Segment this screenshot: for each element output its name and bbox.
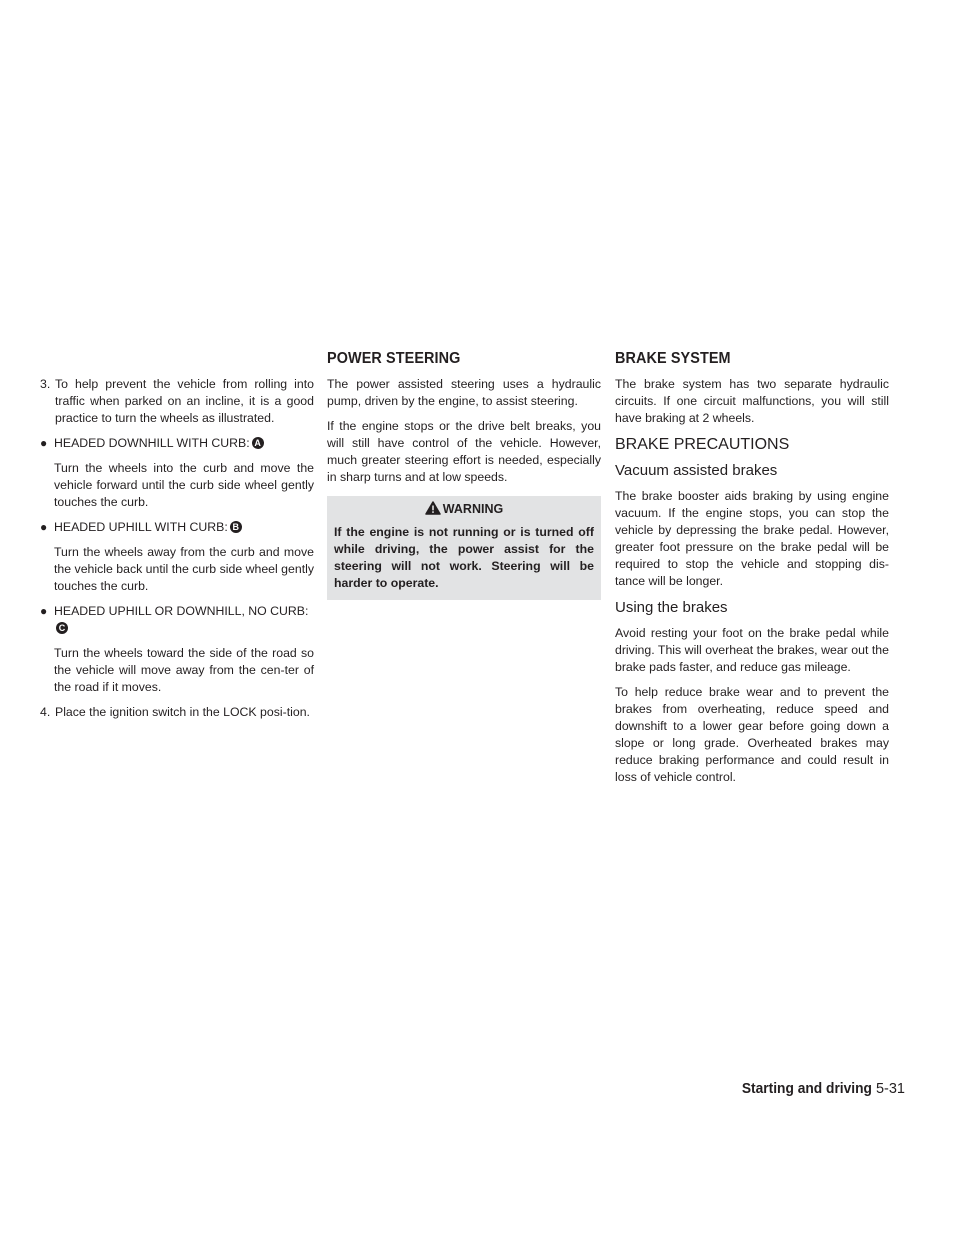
heading-brake-system: BRAKE SYSTEM xyxy=(615,350,731,367)
bullet-description: Turn the wheels into the curb and move the vehicle forward until the curb side wheel gently touches the curb. xyxy=(54,461,314,509)
page-number: 5-31 xyxy=(875,1081,905,1097)
list-item-4 xyxy=(40,704,314,721)
column-power-steering xyxy=(327,376,601,600)
bullet-uphill-curb xyxy=(40,519,314,536)
column-brake-system xyxy=(615,376,889,794)
circle-b-icon: B xyxy=(230,521,242,533)
list-text: Place the ignition switch in the LOCK posi-tion. xyxy=(55,705,310,719)
brake-intro: The brake system has two separate hydraulic circuits. If one circuit malfunctions, you will still have braking at 2 wheels. xyxy=(615,377,889,425)
bullet-no-curb xyxy=(40,603,314,637)
page-footer xyxy=(735,1080,905,1098)
vacuum-brakes-text: The brake booster aids braking by using engine vacuum. If the engine stops, you can stop the vehicle by depressing the brake pedal. However, greater foot pressure on the brake pedal will be required to stop the vehicle and stopping dis-tance will be longer. xyxy=(615,489,889,588)
warning-box xyxy=(327,496,601,600)
bullet-label: HEADED UPHILL WITH CURB: xyxy=(54,520,228,534)
list-item-3 xyxy=(40,376,314,427)
brake-precautions-title: BRAKE PRECAUTIONS xyxy=(615,436,790,453)
circle-a-icon: A xyxy=(252,437,264,449)
list-number: 3. xyxy=(40,377,51,391)
bullet-description: Turn the wheels away from the curb and move the vehicle back until the curb side wheel gently touches the curb. xyxy=(54,545,314,593)
bullet-icon: ● xyxy=(40,436,48,450)
bullet-icon: ● xyxy=(40,520,48,534)
warning-triangle-icon xyxy=(425,501,441,520)
bullet-icon: ● xyxy=(40,604,48,618)
column-parking-instructions xyxy=(40,376,314,729)
list-text: To help prevent the vehicle from rolling into traffic when parked on an incline, it is a good practice to turn the wheels as illustrated. xyxy=(55,377,314,425)
bullet-label: HEADED UPHILL OR DOWNHILL, NO CURB: xyxy=(54,604,309,618)
heading-power-steering: POWER STEERING xyxy=(327,350,461,367)
warning-title: WARNING xyxy=(442,502,504,516)
warning-text: If the engine is not running or is turned off while driving, the power assist for the steering will not work. Steering will be harder to operate. xyxy=(334,525,594,590)
bullet-description: Turn the wheels toward the side of the road so the vehicle will move away from the cen-ter of the road if it moves. xyxy=(54,646,314,694)
circle-c-icon: C xyxy=(56,622,68,634)
vacuum-brakes-title: Vacuum assisted brakes xyxy=(615,462,778,479)
using-brakes-para-1: Avoid resting your foot on the brake pedal while driving. This will overheat the brakes, wear out the brake pads faster, and reduce gas mileage. xyxy=(615,626,889,674)
bullet-label: HEADED DOWNHILL WITH CURB: xyxy=(54,436,250,450)
using-brakes-title: Using the brakes xyxy=(615,599,728,616)
list-number: 4. xyxy=(40,705,51,719)
power-steering-para-2: If the engine stops or the drive belt breaks, you will still have control of the vehicle. However, much greater steering effort is needed, especially in sharp turns and at low speeds. xyxy=(327,419,601,484)
footer-section-name: Starting and driving xyxy=(741,1081,872,1097)
power-steering-para-1: The power assisted steering uses a hydraulic pump, driven by the engine, to assist steering. xyxy=(327,377,601,408)
bullet-downhill-curb xyxy=(40,435,314,452)
using-brakes-para-2: To help reduce brake wear and to prevent the brakes from overheating, reduce speed and downshift to a lower gear before going down a slope or long grade. Overheated brakes may reduce braking performance and could result in loss of vehicle control. xyxy=(615,685,889,784)
